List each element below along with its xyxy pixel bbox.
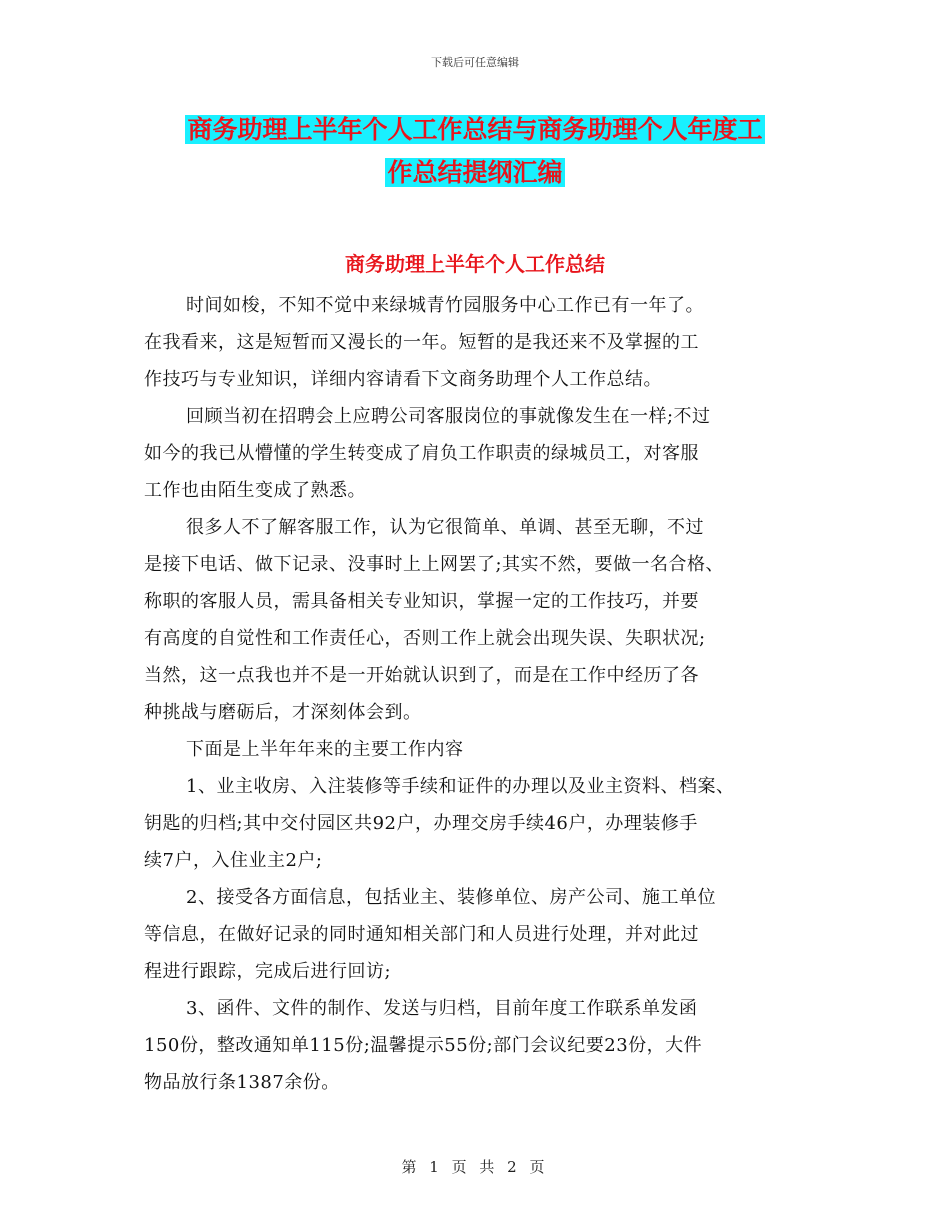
body-text bbox=[144, 287, 824, 1101]
document-title-line-2 bbox=[0, 155, 950, 191]
section-title: 商务助理上半年个人工作总结 bbox=[345, 252, 605, 276]
paragraph-line: 工作也由陌生变成了熟悉。 bbox=[144, 480, 366, 501]
paragraph-line: 150份，整改通知单115份;温馨提示55份;部门会议纪要23份，大件 bbox=[144, 1035, 703, 1056]
paragraph-line: 3、函件、文件的制作、发送与归档，目前年度工作联系单发函 bbox=[186, 998, 698, 1019]
paragraph-line: 如今的我已从懵懂的学生转变成了肩负工作职责的绿城员工，对客服 bbox=[144, 443, 699, 464]
paragraph-line: 在我看来，这是短暂而又漫长的一年。短暂的是我还来不及掌握的工 bbox=[144, 332, 699, 353]
paragraph-line: 钥匙的归档;其中交付园区共92户，办理交房手续46户，办理装修手 bbox=[144, 813, 698, 834]
paragraph-line: 等信息，在做好记录的同时通知相关部门和人员进行处理，并对此过 bbox=[144, 924, 699, 945]
paragraph-line: 当然，这一点我也并不是一开始就认识到了，而是在工作中经历了各 bbox=[144, 665, 699, 686]
page-number: 第 1 页 共 2 页 bbox=[401, 1158, 549, 1176]
header-note: 下载后可任意编辑 bbox=[431, 56, 519, 69]
paragraph-line: 2、接受各方面信息，包括业主、装修单位、房产公司、施工单位 bbox=[186, 887, 716, 908]
paragraph-line: 下面是上半年年来的主要工作内容 bbox=[186, 739, 464, 760]
document-title-text-1: 商务助理上半年个人工作总结与商务助理个人年度工 bbox=[187, 115, 763, 144]
paragraph-line: 回顾当初在招聘会上应聘公司客服岗位的事就像发生在一样;不过 bbox=[186, 406, 711, 427]
document-title-text-2: 作总结提纲汇编 bbox=[387, 158, 563, 187]
paragraph-line: 物品放行条1387余份。 bbox=[144, 1072, 340, 1093]
paragraph-line: 很多人不了解客服工作，认为它很简单、单调、甚至无聊，不过 bbox=[186, 517, 704, 538]
paragraph-line: 是接下电话、做下记录、没事时上上网罢了;其实不然，要做一名合格、 bbox=[144, 554, 725, 575]
paragraph-line: 种挑战与磨砺后，才深刻体会到。 bbox=[144, 702, 422, 723]
paragraph-line: 作技巧与专业知识，详细内容请看下文商务助理个人工作总结。 bbox=[144, 369, 662, 390]
paragraph-line: 续7户，入住业主2户; bbox=[144, 850, 323, 871]
paragraph-line: 程进行跟踪，完成后进行回访; bbox=[144, 961, 392, 982]
document-title-line-1 bbox=[0, 112, 950, 148]
paragraph-line: 时间如梭，不知不觉中来绿城青竹园服务中心工作已有一年了。 bbox=[186, 295, 704, 316]
paragraph-line: 有高度的自觉性和工作责任心，否则工作上就会出现失误、失职状况; bbox=[144, 628, 706, 649]
paragraph-line: 称职的客服人员，需具备相关专业知识，掌握一定的工作技巧，并要 bbox=[144, 591, 699, 612]
paragraph-line: 1、业主收房、入注装修等手续和证件的办理以及业主资料、档案、 bbox=[186, 776, 735, 797]
